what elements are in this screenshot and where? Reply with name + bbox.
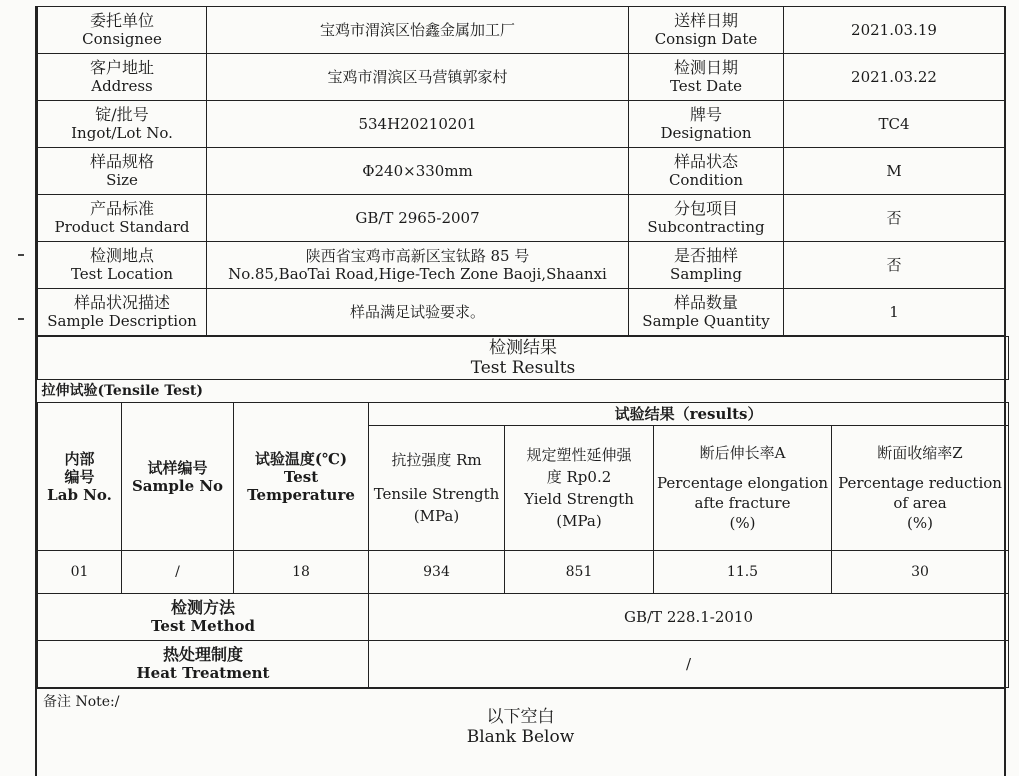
heat-treatment-value: / (369, 641, 1009, 688)
sample-no-header: 试样编号 Sample No (122, 403, 234, 551)
test-method-label: 检测方法 Test Method (38, 594, 369, 641)
reduction-cell: 30 (832, 551, 1009, 594)
designation-value: TC4 (784, 101, 1005, 148)
test-method-value: GB/T 228.1-2010 (369, 594, 1009, 641)
note-label: 备注 Note:/ (43, 694, 120, 710)
blank-below: 以下空白 Blank Below (466, 707, 575, 747)
quantity-label: 样品数量 Sample Quantity (629, 289, 784, 336)
yield-cell: 851 (505, 551, 654, 594)
subcontracting-value: 否 (784, 195, 1005, 242)
consign-date-value: 2021.03.19 (784, 7, 1005, 54)
test-report (35, 6, 1006, 776)
sampling-value: 否 (784, 242, 1005, 289)
temperature-header: 试验温度(℃) Test Temperature (234, 403, 369, 551)
results-table (37, 336, 1009, 688)
tensile-strength-header: 抗拉强度 Rm Tensile Strength (MPa) (369, 426, 505, 551)
quantity-value: 1 (784, 289, 1005, 336)
lot-value: 534H20210201 (207, 101, 629, 148)
yield-strength-header: 规定塑性延伸强 度 Rp0.2 Yield Strength (MPa) (505, 426, 654, 551)
heat-treatment-label: 热处理制度 Heat Treatment (38, 641, 369, 688)
location-value-zh: 陕西省宝鸡市高新区宝钛路 85 号 (305, 247, 530, 265)
location-value-en: No.85,BaoTai Road,Hige-Tech Zone Baoji,Shaanxi (228, 265, 607, 283)
condition-value: M (784, 148, 1005, 195)
sampling-label: 是否抽样 Sampling (629, 242, 784, 289)
subcontracting-label: 分包项目 Subcontracting (629, 195, 784, 242)
test-date-value: 2021.03.22 (784, 54, 1005, 101)
sample-no-cell: / (122, 551, 234, 594)
tensile-test-title: 拉伸试验(Tensile Test) (38, 380, 1009, 403)
margin-mark (18, 254, 24, 256)
address-value: 宝鸡市渭滨区马营镇郭家村 (207, 54, 629, 101)
location-value (207, 242, 629, 289)
designation-label: 牌号 Designation (629, 101, 784, 148)
table-row (38, 551, 1009, 594)
temperature-cell: 18 (234, 551, 369, 594)
description-value: 样品满足试验要求。 (207, 289, 629, 336)
tensile-cell: 934 (369, 551, 505, 594)
standard-value: GB/T 2965-2007 (207, 195, 629, 242)
standard-label: 产品标准 Product Standard (38, 195, 207, 242)
note-section (37, 688, 1004, 772)
description-label: 样品状况描述 Sample Description (38, 289, 207, 336)
lab-no-header: 内部 编号 Lab No. (38, 403, 122, 551)
reduction-header: 断面收缩率Z Percentage reduction of area (%) (832, 426, 1009, 551)
consign-date-label: 送样日期 Consign Date (629, 7, 784, 54)
results-title: 检测结果 Test Results (38, 337, 1009, 380)
results-group-header: 试验结果（results） (369, 403, 1009, 426)
size-value: Φ240×330mm (207, 148, 629, 195)
address-label: 客户地址 Address (38, 54, 207, 101)
size-label: 样品规格 Size (38, 148, 207, 195)
consignee-value: 宝鸡市渭滨区怡鑫金属加工厂 (207, 7, 629, 54)
condition-label: 样品状态 Condition (629, 148, 784, 195)
lab-no-cell: 01 (38, 551, 122, 594)
consignee-label: 委托单位 Consignee (38, 7, 207, 54)
sample-info-table (37, 6, 1005, 336)
margin-mark (18, 318, 24, 320)
elongation-cell: 11.5 (654, 551, 832, 594)
test-date-label: 检测日期 Test Date (629, 54, 784, 101)
location-label: 检测地点 Test Location (38, 242, 207, 289)
lot-label: 锭/批号 Ingot/Lot No. (38, 101, 207, 148)
elongation-header: 断后伸长率A Percentage elongation afte fracture (%) (654, 426, 832, 551)
